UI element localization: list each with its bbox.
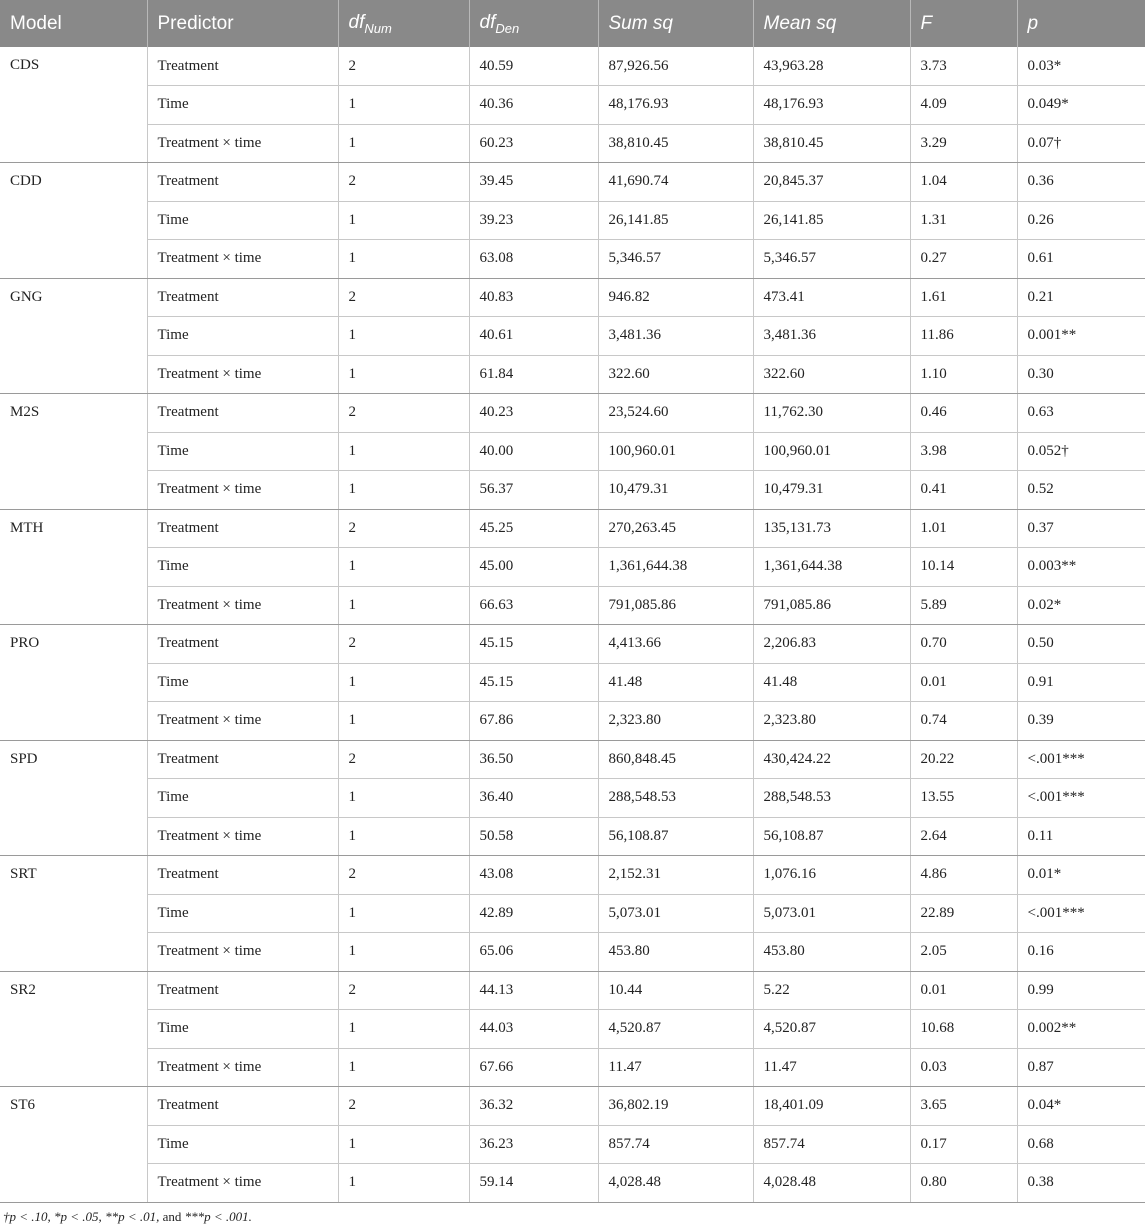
mean-sq-cell: 20,845.37 [753, 163, 910, 202]
sum-sq-cell: 946.82 [598, 278, 753, 317]
table-row [0, 586, 1145, 625]
p-value-cell: 0.052† [1017, 432, 1145, 471]
df-num-cell: 1 [338, 471, 469, 510]
predictor-cell: Time [147, 663, 338, 702]
predictor-cell: Time [147, 548, 338, 587]
header-df-num: $df_{Num}$ [338, 0, 469, 47]
df-num-cell: 1 [338, 933, 469, 972]
model-cell: SRT [0, 856, 147, 972]
mean-sq-cell: 3,481.36 [753, 317, 910, 356]
f-value-cell: 0.27 [910, 240, 1017, 279]
header-model: Model [0, 0, 147, 47]
p-value-cell: 0.11 [1017, 817, 1145, 856]
sum-sq-cell: 41,690.74 [598, 163, 753, 202]
p-value-cell: 0.21 [1017, 278, 1145, 317]
p-value-cell: 0.26 [1017, 201, 1145, 240]
model-cell: SR2 [0, 971, 147, 1087]
sum-sq-cell: 791,085.86 [598, 586, 753, 625]
p-value-cell: <.001*** [1017, 740, 1145, 779]
header-f: F [910, 0, 1017, 47]
p-value-cell: 0.38 [1017, 1164, 1145, 1203]
predictor-cell: Treatment × time [147, 933, 338, 972]
sum-sq-cell: 3,481.36 [598, 317, 753, 356]
df-num-cell: 2 [338, 394, 469, 433]
f-value-cell: 4.86 [910, 856, 1017, 895]
table-row [0, 278, 1145, 317]
p-value-cell: 0.68 [1017, 1125, 1145, 1164]
p-value-cell: 0.87 [1017, 1048, 1145, 1087]
f-value-cell: 3.29 [910, 124, 1017, 163]
p-value-cell: 0.52 [1017, 471, 1145, 510]
sum-sq-cell: 87,926.56 [598, 47, 753, 86]
df-num-cell: 1 [338, 124, 469, 163]
mean-sq-cell: 41.48 [753, 663, 910, 702]
model-cell: PRO [0, 625, 147, 741]
predictor-cell: Treatment [147, 1087, 338, 1126]
df-num-cell: 2 [338, 278, 469, 317]
mean-sq-cell: 56,108.87 [753, 817, 910, 856]
df-num-cell: 1 [338, 1125, 469, 1164]
mean-sq-cell: 288,548.53 [753, 779, 910, 818]
table-row [0, 355, 1145, 394]
predictor-cell: Treatment × time [147, 355, 338, 394]
sum-sq-cell: 10,479.31 [598, 471, 753, 510]
df-den-cell: 60.23 [469, 124, 598, 163]
sum-sq-cell: 288,548.53 [598, 779, 753, 818]
df-num-cell: 2 [338, 47, 469, 86]
f-value-cell: 5.89 [910, 586, 1017, 625]
mean-sq-cell: 4,028.48 [753, 1164, 910, 1203]
predictor-cell: Time [147, 317, 338, 356]
sum-sq-cell: 100,960.01 [598, 432, 753, 471]
predictor-cell: Time [147, 432, 338, 471]
header-mean-sq: Mean sq [753, 0, 910, 47]
f-value-cell: 1.10 [910, 355, 1017, 394]
df-num-cell: 1 [338, 894, 469, 933]
model-cell: CDD [0, 163, 147, 279]
df-den-cell: 63.08 [469, 240, 598, 279]
predictor-cell: Treatment [147, 971, 338, 1010]
p-value-cell: <.001*** [1017, 779, 1145, 818]
table-row [0, 317, 1145, 356]
table-row [0, 856, 1145, 895]
mean-sq-cell: 43,963.28 [753, 47, 910, 86]
df-den-cell: 45.25 [469, 509, 598, 548]
p-value-cell: 0.01* [1017, 856, 1145, 895]
df-num-cell: 1 [338, 779, 469, 818]
mean-sq-cell: 2,323.80 [753, 702, 910, 741]
df-num-cell: 1 [338, 86, 469, 125]
p-value-cell: 0.36 [1017, 163, 1145, 202]
header-sum-sq: Sum sq [598, 0, 753, 47]
sum-sq-cell: 4,028.48 [598, 1164, 753, 1203]
df-den-cell: 67.66 [469, 1048, 598, 1087]
f-value-cell: 0.46 [910, 394, 1017, 433]
f-value-cell: 0.17 [910, 1125, 1017, 1164]
df-num-cell: 1 [338, 355, 469, 394]
df-num-cell: 1 [338, 817, 469, 856]
p-value-cell: 0.61 [1017, 240, 1145, 279]
mean-sq-cell: 1,361,644.38 [753, 548, 910, 587]
df-num-cell: 1 [338, 432, 469, 471]
df-num-cell: 1 [338, 240, 469, 279]
header-predictor: Predictor [147, 0, 338, 47]
mean-sq-cell: 1,076.16 [753, 856, 910, 895]
table-row [0, 124, 1145, 163]
table-row [0, 625, 1145, 664]
df-den-cell: 44.03 [469, 1010, 598, 1049]
p-value-cell: 0.003** [1017, 548, 1145, 587]
sum-sq-cell: 860,848.45 [598, 740, 753, 779]
f-value-cell: 0.01 [910, 663, 1017, 702]
mean-sq-cell: 5.22 [753, 971, 910, 1010]
df-num-cell: 1 [338, 586, 469, 625]
f-value-cell: 1.04 [910, 163, 1017, 202]
sum-sq-cell: 270,263.45 [598, 509, 753, 548]
df-den-cell: 45.15 [469, 625, 598, 664]
table-footnote: †p < .10, *p < .05, **p < .01, and ***p < .001. [3, 1209, 252, 1224]
table-row [0, 702, 1145, 741]
table-row [0, 1125, 1145, 1164]
table-row [0, 163, 1145, 202]
mean-sq-cell: 322.60 [753, 355, 910, 394]
predictor-cell: Treatment [147, 163, 338, 202]
f-value-cell: 20.22 [910, 740, 1017, 779]
model-cell: GNG [0, 278, 147, 394]
p-value-cell: <.001*** [1017, 894, 1145, 933]
table-row [0, 933, 1145, 972]
sum-sq-cell: 26,141.85 [598, 201, 753, 240]
mean-sq-cell: 11.47 [753, 1048, 910, 1087]
df-den-cell: 36.50 [469, 740, 598, 779]
f-value-cell: 3.98 [910, 432, 1017, 471]
f-value-cell: 0.03 [910, 1048, 1017, 1087]
model-cell: CDS [0, 47, 147, 163]
sum-sq-cell: 38,810.45 [598, 124, 753, 163]
f-value-cell: 11.86 [910, 317, 1017, 356]
model-cell: MTH [0, 509, 147, 625]
df-den-cell: 44.13 [469, 971, 598, 1010]
sum-sq-cell: 56,108.87 [598, 817, 753, 856]
predictor-cell: Treatment × time [147, 702, 338, 741]
df-num-cell: 2 [338, 971, 469, 1010]
mean-sq-cell: 38,810.45 [753, 124, 910, 163]
p-value-cell: 0.02* [1017, 586, 1145, 625]
df-num-cell: 2 [338, 163, 469, 202]
f-value-cell: 1.61 [910, 278, 1017, 317]
df-den-cell: 39.23 [469, 201, 598, 240]
p-value-cell: 0.91 [1017, 663, 1145, 702]
table-row [0, 1164, 1145, 1203]
df-num-cell: 1 [338, 1164, 469, 1203]
predictor-cell: Treatment × time [147, 586, 338, 625]
df-den-cell: 40.23 [469, 394, 598, 433]
predictor-cell: Time [147, 894, 338, 933]
df-num-cell: 1 [338, 201, 469, 240]
f-value-cell: 0.74 [910, 702, 1017, 741]
header-df-den: $df_{Den}$ [469, 0, 598, 47]
p-value-cell: 0.04* [1017, 1087, 1145, 1126]
predictor-cell: Time [147, 201, 338, 240]
df-num-cell: 2 [338, 625, 469, 664]
table-row [0, 47, 1145, 86]
df-den-cell: 45.15 [469, 663, 598, 702]
model-cell: ST6 [0, 1087, 147, 1203]
predictor-cell: Treatment × time [147, 1048, 338, 1087]
df-num-cell: 1 [338, 1048, 469, 1087]
predictor-cell: Treatment × time [147, 240, 338, 279]
df-num-cell: 1 [338, 1010, 469, 1049]
f-value-cell: 22.89 [910, 894, 1017, 933]
mean-sq-cell: 11,762.30 [753, 394, 910, 433]
mean-sq-cell: 791,085.86 [753, 586, 910, 625]
df-den-cell: 65.06 [469, 933, 598, 972]
sum-sq-cell: 48,176.93 [598, 86, 753, 125]
predictor-cell: Time [147, 86, 338, 125]
f-value-cell: 0.80 [910, 1164, 1017, 1203]
p-value-cell: 0.002** [1017, 1010, 1145, 1049]
df-den-cell: 40.83 [469, 278, 598, 317]
df-den-cell: 45.00 [469, 548, 598, 587]
sum-sq-cell: 857.74 [598, 1125, 753, 1164]
sum-sq-cell: 2,152.31 [598, 856, 753, 895]
mean-sq-cell: 5,073.01 [753, 894, 910, 933]
df-den-cell: 43.08 [469, 856, 598, 895]
table-row [0, 548, 1145, 587]
df-den-cell: 50.58 [469, 817, 598, 856]
table-row [0, 740, 1145, 779]
p-value-cell: 0.03* [1017, 47, 1145, 86]
mean-sq-cell: 857.74 [753, 1125, 910, 1164]
header-p: p [1017, 0, 1145, 47]
predictor-cell: Treatment [147, 856, 338, 895]
sum-sq-cell: 41.48 [598, 663, 753, 702]
model-cell: SPD [0, 740, 147, 856]
table-row [0, 663, 1145, 702]
mean-sq-cell: 5,346.57 [753, 240, 910, 279]
model-cell: M2S [0, 394, 147, 510]
sum-sq-cell: 11.47 [598, 1048, 753, 1087]
df-den-cell: 36.40 [469, 779, 598, 818]
predictor-cell: Treatment [147, 625, 338, 664]
df-den-cell: 67.86 [469, 702, 598, 741]
sum-sq-cell: 4,520.87 [598, 1010, 753, 1049]
df-den-cell: 61.84 [469, 355, 598, 394]
df-den-cell: 59.14 [469, 1164, 598, 1203]
f-value-cell: 0.41 [910, 471, 1017, 510]
mean-sq-cell: 18,401.09 [753, 1087, 910, 1126]
p-value-cell: 0.63 [1017, 394, 1145, 433]
f-value-cell: 3.65 [910, 1087, 1017, 1126]
mean-sq-cell: 2,206.83 [753, 625, 910, 664]
predictor-cell: Treatment × time [147, 817, 338, 856]
mean-sq-cell: 473.41 [753, 278, 910, 317]
p-value-cell: 0.049* [1017, 86, 1145, 125]
mean-sq-cell: 10,479.31 [753, 471, 910, 510]
mean-sq-cell: 100,960.01 [753, 432, 910, 471]
df-den-cell: 40.59 [469, 47, 598, 86]
sum-sq-cell: 5,346.57 [598, 240, 753, 279]
predictor-cell: Treatment [147, 47, 338, 86]
df-den-cell: 36.23 [469, 1125, 598, 1164]
table-row [0, 817, 1145, 856]
sum-sq-cell: 2,323.80 [598, 702, 753, 741]
table-row [0, 471, 1145, 510]
df-den-cell: 40.36 [469, 86, 598, 125]
table-row [0, 86, 1145, 125]
sum-sq-cell: 4,413.66 [598, 625, 753, 664]
df-den-cell: 40.00 [469, 432, 598, 471]
table-row [0, 1010, 1145, 1049]
table-row [0, 1087, 1145, 1126]
mean-sq-cell: 430,424.22 [753, 740, 910, 779]
mean-sq-cell: 48,176.93 [753, 86, 910, 125]
predictor-cell: Treatment × time [147, 471, 338, 510]
mean-sq-cell: 135,131.73 [753, 509, 910, 548]
predictor-cell: Time [147, 779, 338, 818]
mean-sq-cell: 453.80 [753, 933, 910, 972]
df-num-cell: 1 [338, 702, 469, 741]
df-num-cell: 1 [338, 548, 469, 587]
table-row [0, 201, 1145, 240]
f-value-cell: 1.31 [910, 201, 1017, 240]
table-row [0, 1048, 1145, 1087]
table-row [0, 971, 1145, 1010]
table-row [0, 894, 1145, 933]
df-den-cell: 36.32 [469, 1087, 598, 1126]
predictor-cell: Treatment × time [147, 1164, 338, 1203]
p-value-cell: 0.07† [1017, 124, 1145, 163]
df-num-cell: 2 [338, 509, 469, 548]
sum-sq-cell: 453.80 [598, 933, 753, 972]
p-value-cell: 0.99 [1017, 971, 1145, 1010]
p-value-cell: 0.001** [1017, 317, 1145, 356]
predictor-cell: Time [147, 1125, 338, 1164]
p-value-cell: 0.50 [1017, 625, 1145, 664]
f-value-cell: 0.01 [910, 971, 1017, 1010]
p-value-cell: 0.30 [1017, 355, 1145, 394]
sum-sq-cell: 322.60 [598, 355, 753, 394]
table-row [0, 779, 1145, 818]
sum-sq-cell: 23,524.60 [598, 394, 753, 433]
df-den-cell: 39.45 [469, 163, 598, 202]
table-row [0, 432, 1145, 471]
df-num-cell: 1 [338, 317, 469, 356]
f-value-cell: 3.73 [910, 47, 1017, 86]
sum-sq-cell: 1,361,644.38 [598, 548, 753, 587]
f-value-cell: 2.05 [910, 933, 1017, 972]
df-den-cell: 42.89 [469, 894, 598, 933]
df-num-cell: 2 [338, 1087, 469, 1126]
df-num-cell: 2 [338, 856, 469, 895]
df-den-cell: 66.63 [469, 586, 598, 625]
df-num-cell: 2 [338, 740, 469, 779]
header-row [0, 0, 1145, 47]
f-value-cell: 10.14 [910, 548, 1017, 587]
table-row [0, 394, 1145, 433]
predictor-cell: Treatment [147, 740, 338, 779]
mean-sq-cell: 4,520.87 [753, 1010, 910, 1049]
predictor-cell: Treatment [147, 509, 338, 548]
p-value-cell: 0.16 [1017, 933, 1145, 972]
predictor-cell: Time [147, 1010, 338, 1049]
sum-sq-cell: 10.44 [598, 971, 753, 1010]
f-value-cell: 2.64 [910, 817, 1017, 856]
predictor-cell: Treatment [147, 394, 338, 433]
f-value-cell: 0.70 [910, 625, 1017, 664]
df-den-cell: 56.37 [469, 471, 598, 510]
p-value-cell: 0.39 [1017, 702, 1145, 741]
f-value-cell: 10.68 [910, 1010, 1017, 1049]
df-den-cell: 40.61 [469, 317, 598, 356]
table-row [0, 240, 1145, 279]
f-value-cell: 4.09 [910, 86, 1017, 125]
f-value-cell: 1.01 [910, 509, 1017, 548]
predictor-cell: Treatment [147, 278, 338, 317]
table-row [0, 509, 1145, 548]
p-value-cell: 0.37 [1017, 509, 1145, 548]
df-num-cell: 1 [338, 663, 469, 702]
mean-sq-cell: 26,141.85 [753, 201, 910, 240]
f-value-cell: 13.55 [910, 779, 1017, 818]
predictor-cell: Treatment × time [147, 124, 338, 163]
sum-sq-cell: 5,073.01 [598, 894, 753, 933]
sum-sq-cell: 36,802.19 [598, 1087, 753, 1126]
